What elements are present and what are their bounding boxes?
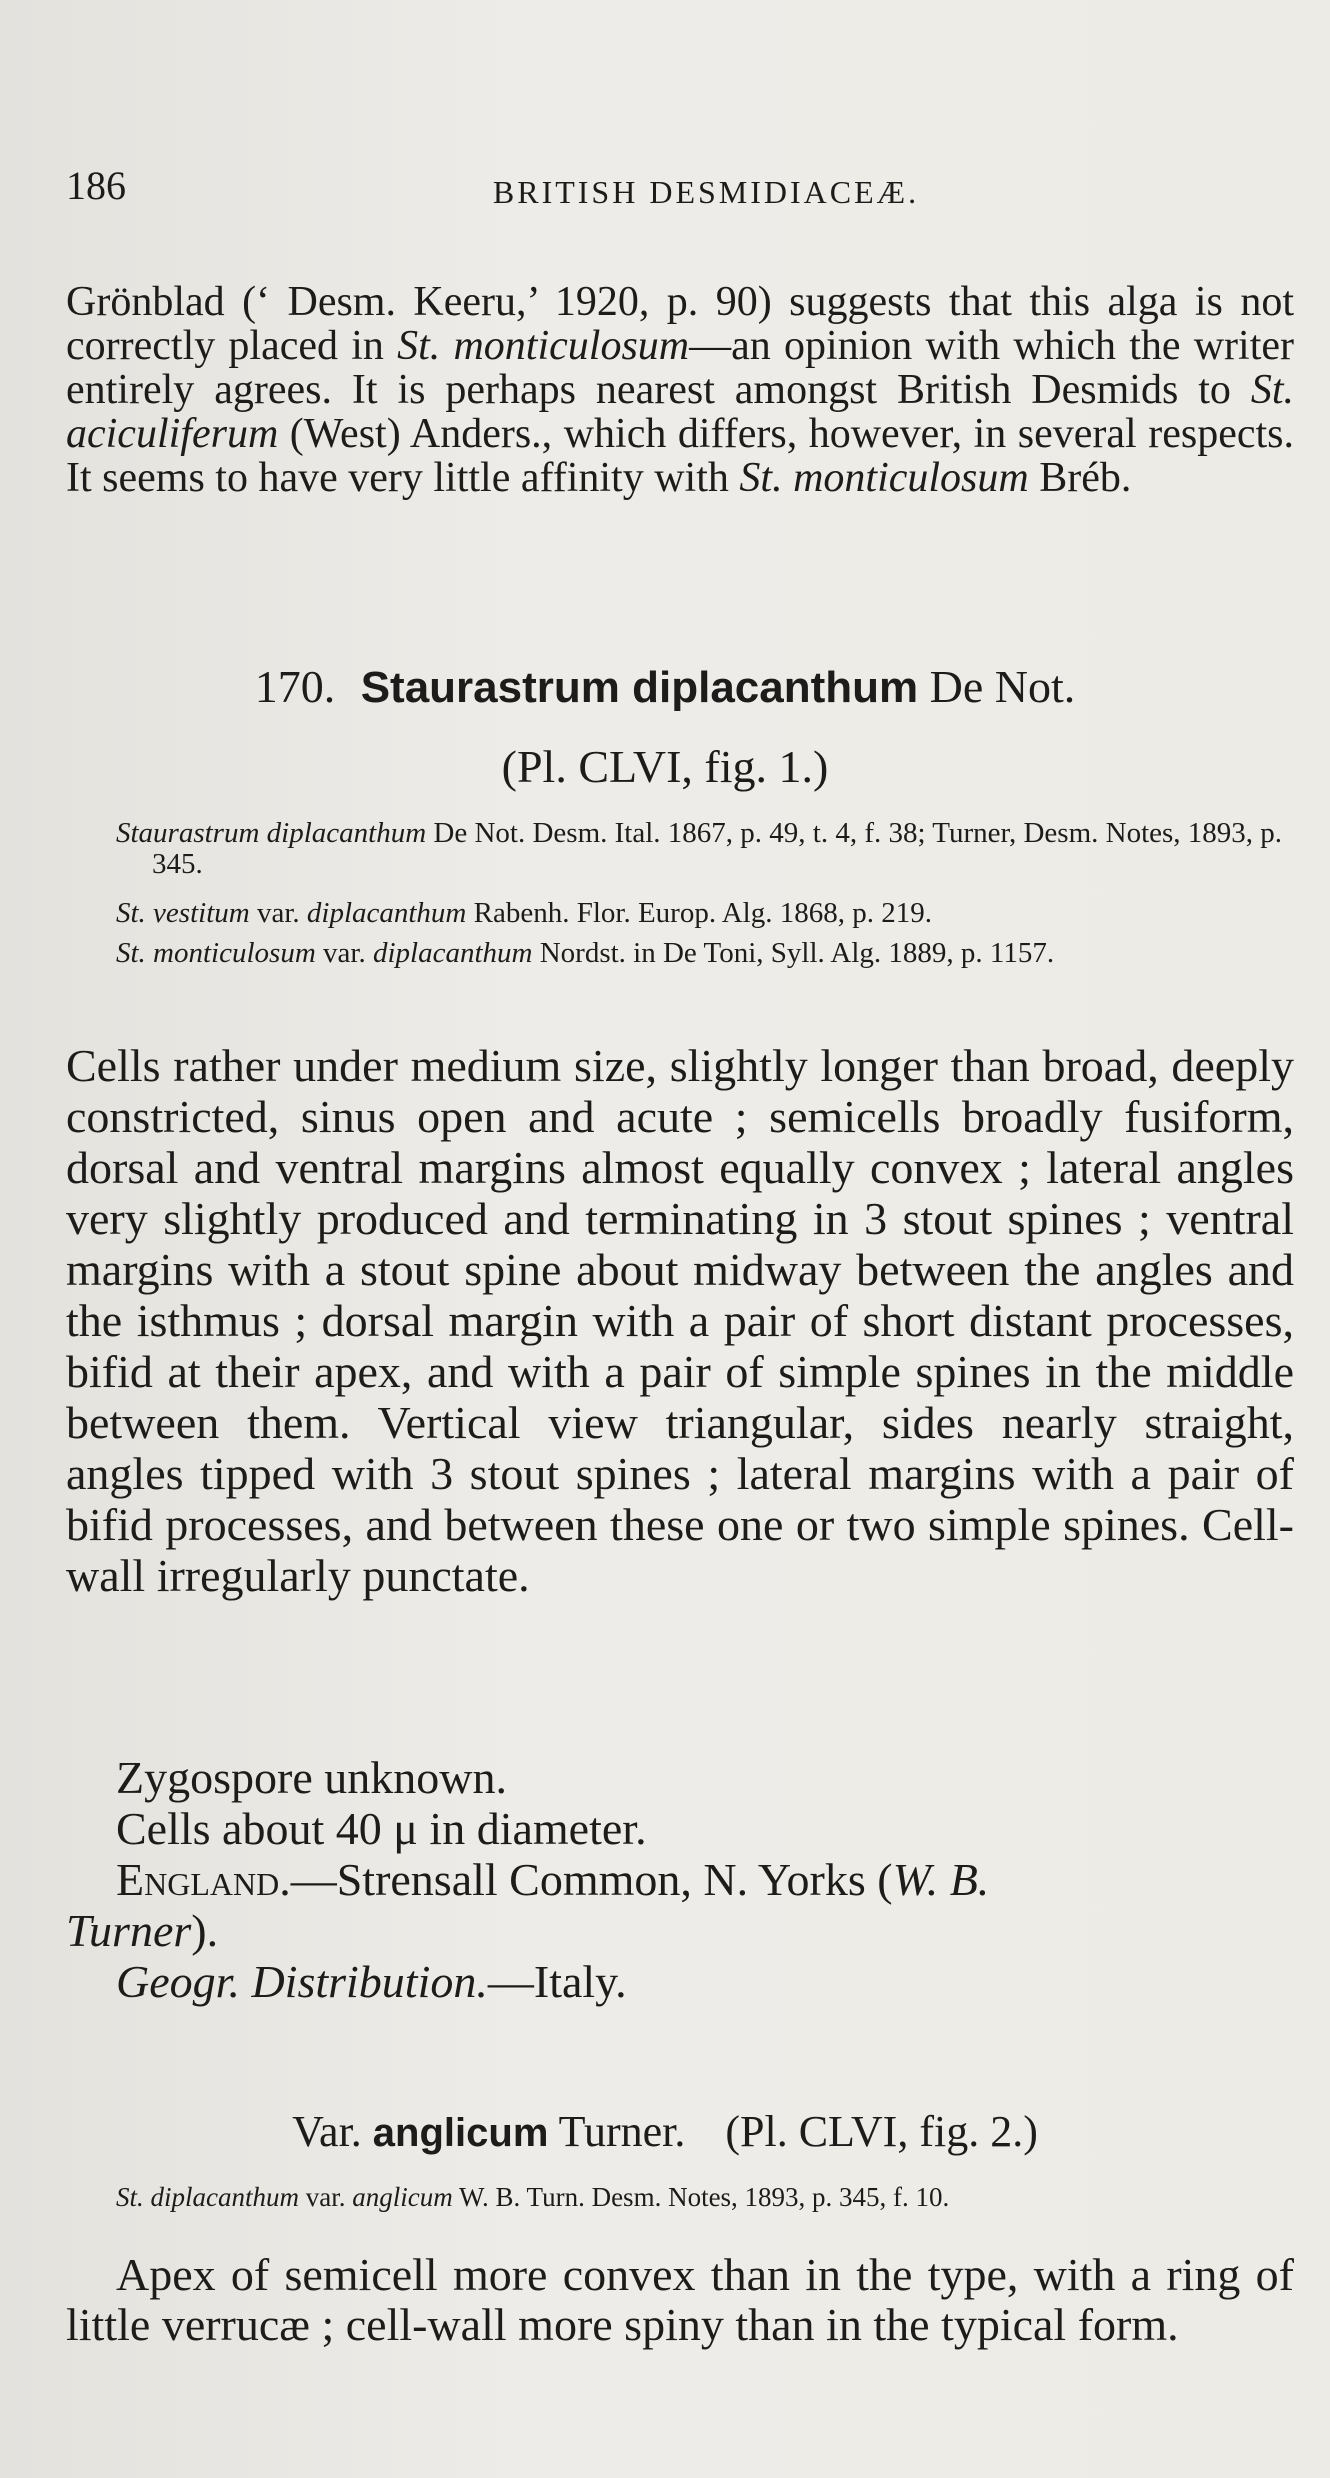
england-label: England. [116,1854,291,1905]
zygospore-note: Zygospore unknown. [116,1752,507,1803]
species-description: Cells rather under medium size, slightly longer than broad, deeply constricted, sinus open and acute ; semicells broadly fusiform, dorsal and ventral margins almost equally convex ; lateral angles very slightly produced and terminating in 3 stout spines ; ventral margins with a stout spine about midway between the angles and the isthmus ; dorsal margin with a pair of short distant processes, bifid at their apex, and with a pair of simple spines in the middle between them. Vertical view triangular, sides nearly straight, angles tipped with 3 stout spines ; lateral margins with a pair of bifid processes, and between these one or two simple spines. Cell-wall irregularly punctate. [66,1040,1294,1601]
variety-synonym-reference: W. B. Turn. Desm. Notes, 1893, p. 345, f. 10. [452,2182,950,2212]
england-locality: —Strensall Common, N. Yorks ( [290,1854,893,1905]
synonym-name: Staurastrum diplacanthum [116,817,427,849]
synonym-name: St. vestitum [116,897,250,929]
intro-taxon-3: St. monticulosum [739,455,1029,501]
variety-heading [0,2106,1330,2157]
page-number: 186 [66,163,126,208]
cell-size-note: Cells about 40 μ in diameter. [116,1803,647,1854]
synonym-rank: var. [315,937,373,969]
intro-paragraph [66,280,1294,500]
synonym-variety: diplacanthum [372,937,533,969]
variety-plate-ref: (Pl. CLVI, fig. 2.) [725,2107,1038,2156]
running-title: BRITISH DESMIDIACEÆ. [492,174,920,210]
variety-name: anglicum [372,2111,549,2155]
variety-synonym-name: St. diplacanthum [116,2182,299,2212]
geogr-text: —Italy. [487,1956,627,2007]
species-author: De Not. [929,661,1076,712]
variety-synonym-rank: var. [299,2182,353,2212]
variety-description: Apex of semicell more convex than in the type, with a ring of little verrucæ ; cell-wall more spiny than in the typical form. [66,2249,1294,2350]
variety-prefix: Var. [292,2107,362,2156]
species-name: Staurastrum diplacanthum [360,663,919,712]
intro-text-2: —an opinion with which the writer entirely agrees. It is perhaps nearest amongst British Desmids to [66,323,1294,413]
species-plate-ref: (Pl. CLVI, fig. 1.) [501,741,829,792]
synonym-rank: var. [249,897,307,929]
england-collector-surname: Turner [66,1905,192,1956]
variety-synonym-variety: anglicum [352,2182,453,2212]
variety-synonym [116,2182,949,2213]
synonym-reference: De Not. Desm. Ital. 1867, p. 49, t. 4, f. 38; Turner, Desm. Notes, 1893, p. 345. [152,817,1283,880]
synonym-reference: Rabenh. Flor. Europ. Alg. 1868, p. 219. [466,897,932,929]
england-collector: W. B. [892,1854,990,1905]
species-number: 170. [254,661,336,712]
england-close: ). [191,1905,219,1956]
synonym-entry [116,938,1294,969]
synonym-name: St. monticulosum [116,937,316,969]
variety-author: Turner. [558,2107,686,2156]
intro-text-3: (West) Anders., which differs, however, in several respects. It seems to have very little affinity with [66,411,1294,501]
intro-taxon-2: St. aciculiferum [66,367,1294,457]
england-record [116,1854,989,1905]
synonym-variety: diplacanthum [306,897,467,929]
intro-text-4: Bréb. [1028,455,1132,501]
species-heading [0,660,1330,713]
geographic-distribution [116,1956,627,2007]
synonym-entry [116,898,1294,929]
intro-text-1: Grönblad (‘ Desm. Keeru,’ 1920, p. 90) suggests that this alga is not correctly placed in [66,279,1294,369]
synonym-reference: Nordst. in De Toni, Syll. Alg. 1889, p. 1157. [532,937,1055,969]
intro-taxon-1: St. monticulosum [397,323,690,369]
england-record-cont [66,1905,218,1956]
page-header [66,162,1296,222]
geogr-label: Geogr. Distribution. [116,1956,488,2007]
synonym-entry [116,818,1294,880]
